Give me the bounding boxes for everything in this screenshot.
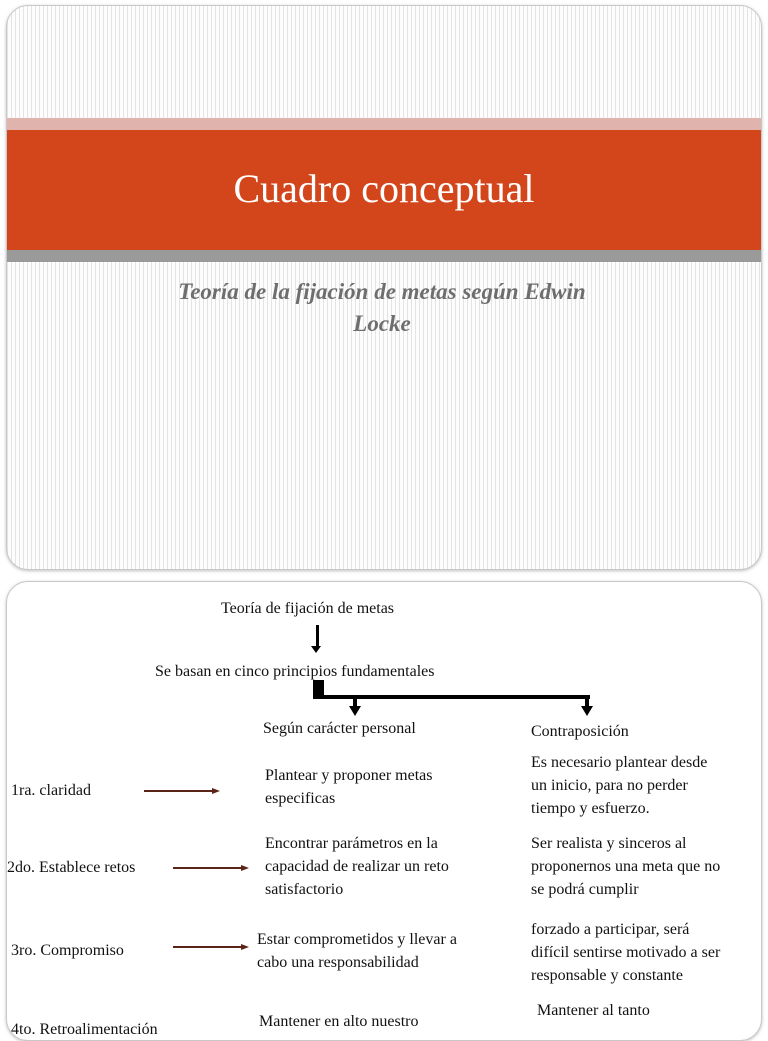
principle-4-personal-line-1: Mantener en alto nuestro bbox=[259, 1013, 419, 1030]
principle-2-contra-line-3: se podrá cumplir bbox=[531, 881, 639, 898]
bracket-arrow-left-icon bbox=[349, 706, 361, 716]
principle-3-arrow-icon bbox=[241, 944, 249, 950]
principle-4-contra-line-1: Mantener al tanto bbox=[537, 1002, 650, 1019]
title-band bbox=[7, 130, 761, 250]
principle-2-contra-line-1: Ser realista y sinceros al bbox=[531, 835, 687, 852]
principle-3-contra-line-3: responsable y constante bbox=[531, 967, 683, 984]
slide-title: Cuadro conceptual bbox=[233, 165, 535, 211]
principle-1-contra bbox=[531, 751, 707, 820]
principle-2-personal-line-1: Encontrar parámetros en la bbox=[265, 835, 438, 852]
root-concept: Teoría de fijación de metas bbox=[221, 600, 395, 617]
subtitle-line-1: Teoría de la fijación de metas según Edwin bbox=[178, 279, 586, 304]
principle-1-personal bbox=[265, 764, 433, 810]
principle-1-connector bbox=[144, 790, 214, 792]
principle-3-contra-line-1: forzado a participar, será bbox=[531, 921, 690, 938]
principle-3-personal-line-2: cabo una responsabilidad bbox=[257, 954, 419, 971]
principle-4-contra bbox=[537, 999, 650, 1022]
principle-2-label: 2do. Establece retos bbox=[7, 859, 136, 876]
principle-2-contra-line-2: proponernos una meta que no bbox=[531, 858, 721, 875]
principle-3-connector bbox=[173, 946, 243, 948]
principle-3-contra-line-2: difícil sentirse motivado a ser bbox=[531, 944, 721, 961]
principle-3-contra bbox=[531, 918, 720, 987]
principle-3-personal bbox=[257, 928, 457, 974]
column-header-personal: Según carácter personal bbox=[263, 720, 416, 737]
bracket-arrow-right-icon bbox=[581, 706, 593, 716]
principle-2-connector bbox=[173, 867, 243, 869]
principle-2-personal-line-2: capacidad de realizar un reto bbox=[265, 858, 449, 875]
title-band-bottom-stripe bbox=[7, 250, 761, 262]
principle-1-arrow-icon bbox=[212, 788, 220, 794]
title-slide bbox=[6, 5, 762, 570]
principle-2-arrow-icon bbox=[241, 865, 249, 871]
subtitle-line-2: Locke bbox=[353, 311, 411, 336]
principle-1-contra-line-3: tiempo y esfuerzo. bbox=[531, 800, 650, 817]
slide-subtitle bbox=[102, 276, 662, 340]
principle-3-label: 3ro. Compromiso bbox=[11, 942, 124, 959]
principle-1-personal-line-1: Plantear y proponer metas bbox=[265, 767, 433, 784]
title-band-top-stripe bbox=[7, 118, 761, 130]
concept-map-slide bbox=[6, 581, 762, 1041]
column-header-contraposicion: Contraposición bbox=[531, 723, 629, 740]
principle-4-label: 4to. Retroalimentación bbox=[11, 1021, 158, 1038]
principle-3-personal-line-1: Estar comprometidos y llevar a bbox=[257, 931, 457, 948]
principle-1-label: 1ra. claridad bbox=[11, 782, 91, 799]
principle-1-personal-line-2: especificas bbox=[265, 790, 336, 807]
down-arrow-root-head bbox=[311, 646, 321, 653]
basis-concept: Se basan en cinco principios fundamentales bbox=[155, 663, 435, 680]
principle-4-personal bbox=[259, 1010, 419, 1033]
principle-2-contra bbox=[531, 832, 720, 901]
principle-1-contra-line-2: un inicio, para no perder bbox=[531, 777, 688, 794]
principle-2-personal-line-3: satisfactorio bbox=[265, 881, 344, 898]
principle-1-contra-line-1: Es necesario plantear desde bbox=[531, 754, 708, 771]
principle-2-personal bbox=[265, 832, 449, 901]
down-arrow-root-shaft bbox=[316, 625, 319, 648]
